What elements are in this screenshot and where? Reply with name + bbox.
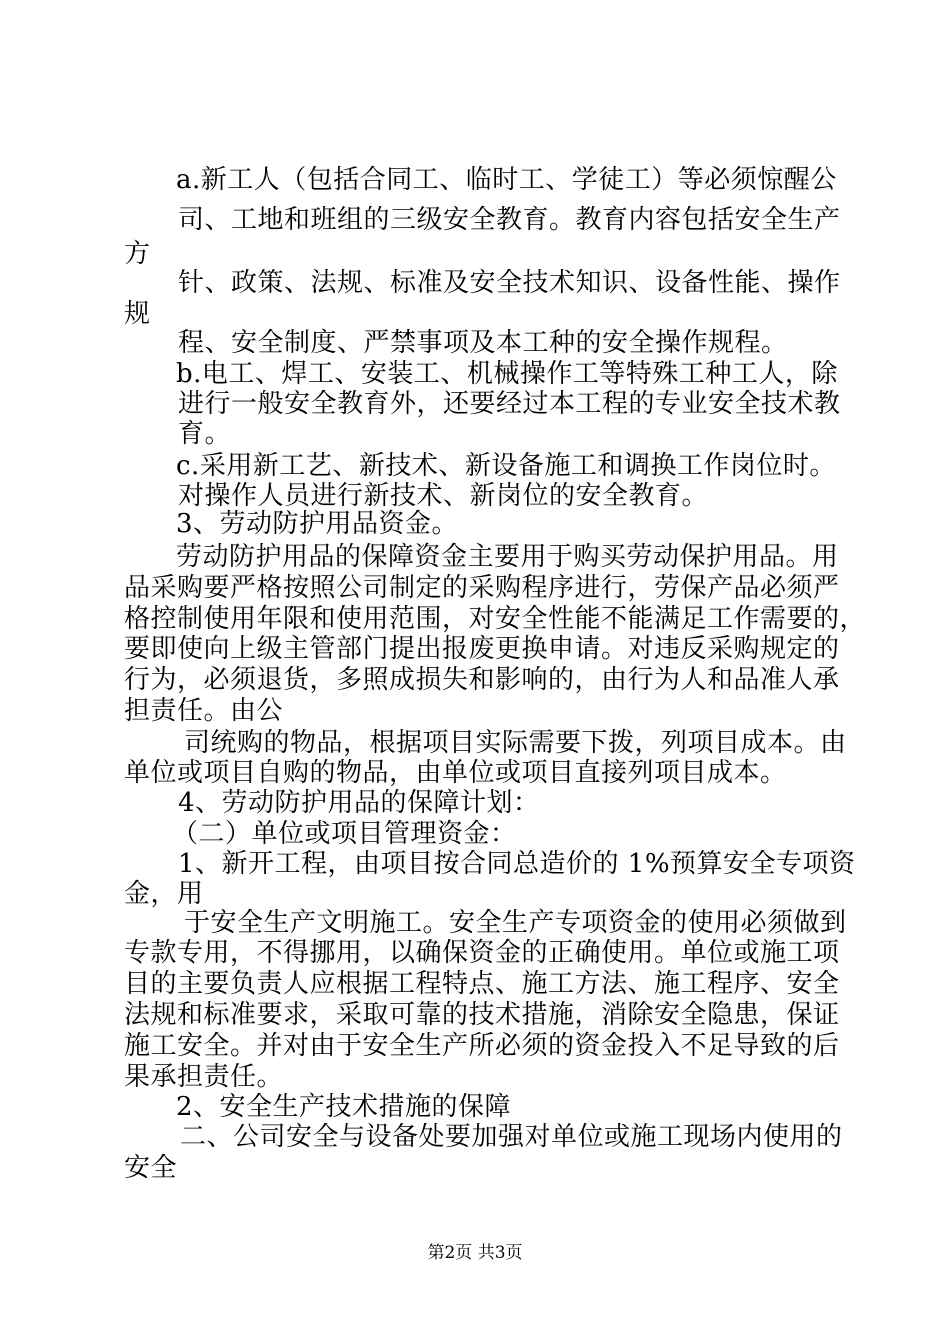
text-line: 担责任。由公 — [124, 696, 284, 726]
text-line: 行为，必须退货，多照成损失和影响的，由行为人和品准人承 — [124, 665, 840, 695]
text-line: 格控制使用年限和使用范围，对安全性能不能满足工作需要的， — [124, 604, 867, 634]
text-line: 果承担责任。 — [124, 1062, 284, 1092]
text-line: 司、工地和班组的三级安全教育。教育内容包括安全生产 — [178, 205, 841, 235]
text-line: c.采用新工艺、新技术、新设备施工和调换工作岗位时。 — [176, 451, 836, 481]
text-line: 针、政策、法规、标准及安全技术知识、设备性能、操作 — [178, 268, 841, 298]
text-line: 专款专用，不得挪用，以确保资金的正确使用。单位或施工项 — [124, 938, 840, 968]
text-line: 司统购的物品，根据项目实际需要下拨，列项目成本。由 — [184, 728, 847, 758]
text-line: 于安全生产文明施工。安全生产专项资金的使用必须做到 — [184, 908, 847, 938]
text-line: 目的主要负责人应根据工程特点、施工方法、施工程序、安全 — [124, 969, 840, 999]
text-line: 安全 — [124, 1153, 178, 1183]
text-line: 法规和标准要求，采取可靠的技术措施，消除安全隐患，保证 — [124, 1000, 840, 1030]
text-line: 规 — [124, 299, 151, 329]
text-line: 单位或项目自购的物品，由单位或项目直接列项目成本。 — [124, 758, 787, 788]
text-line: 2、安全生产技术措施的保障 — [176, 1092, 512, 1122]
text-line: 方 — [124, 239, 151, 269]
text-line: 金，用 — [124, 879, 204, 909]
text-line: b.电工、焊工、安装工、机械操作工等特殊工种工人，除 — [176, 359, 838, 389]
text-line: 3、劳动防护用品资金。 — [176, 509, 459, 539]
page-number-footer: 第2页 共3页 — [427, 1243, 523, 1263]
text-line: 施工安全。并对由于安全生产所必须的资金投入不足导致的后 — [124, 1031, 840, 1061]
text-line: 育。 — [178, 419, 232, 449]
text-line: 进行一般安全教育外，还要经过本工程的专业安全技术教 — [178, 389, 841, 419]
text-line: 劳动防护用品的保障资金主要用于购买劳动保护用品。用 — [176, 542, 839, 572]
text-line: 对操作人员进行新技术、新岗位的安全教育。 — [178, 481, 709, 511]
text-line: a.新工人（包括合同工、临时工、学徒工）等必须惊醒公 — [176, 165, 837, 195]
text-line: 要即使向上级主管部门提出报废更换申请。对违反采购规定的 — [124, 634, 840, 664]
text-line: 二、公司安全与设备处要加强对单位或施工现场内使用的 — [180, 1122, 843, 1152]
text-line: 4、劳动防护用品的保障计划： — [178, 788, 540, 818]
text-line: 程、安全制度、严禁事项及本工种的安全操作规程。 — [178, 328, 788, 358]
text-line: 品采购要严格按照公司制定的采购程序进行，劳保产品必须严 — [124, 573, 840, 603]
text-line: （二）单位或项目管理资金： — [172, 819, 517, 849]
text-line: 1、新开工程，由项目按合同总造价的 1%预算安全专项资 — [178, 849, 856, 879]
